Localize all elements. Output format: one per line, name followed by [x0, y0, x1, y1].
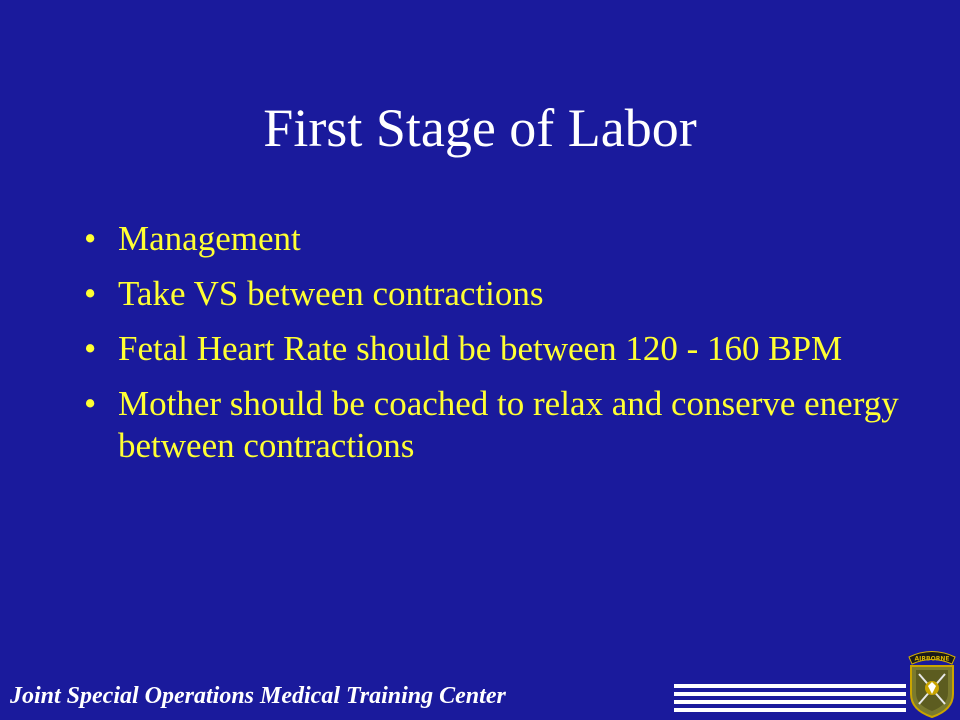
airborne-tab-text: AIRBORNE: [914, 655, 950, 663]
bullet-item: [84, 273, 904, 315]
bullet-item: [84, 328, 904, 370]
footer-stripes: [674, 684, 906, 712]
bullet-dot: •: [84, 384, 97, 423]
bullet-text: Fetal Heart Rate should be between 120 - 160 BPM: [118, 329, 843, 368]
bullet-item: [84, 383, 904, 467]
bullet-list: [84, 218, 904, 480]
bullet-item: [84, 218, 904, 260]
airborne-insignia-icon: [906, 646, 958, 718]
bullet-text: Take VS between contractions: [118, 274, 544, 313]
bullet-dot: •: [84, 219, 97, 258]
footer-organization: Joint Special Operations Medical Training Center: [10, 683, 506, 709]
bullet-text: Mother should be coached to relax and conserve energy between contractions: [118, 384, 899, 465]
bullet-dot: •: [84, 274, 97, 313]
slide-title: First Stage of Labor: [263, 98, 697, 158]
bullet-dot: •: [84, 329, 97, 368]
bullet-text: Management: [118, 219, 301, 258]
